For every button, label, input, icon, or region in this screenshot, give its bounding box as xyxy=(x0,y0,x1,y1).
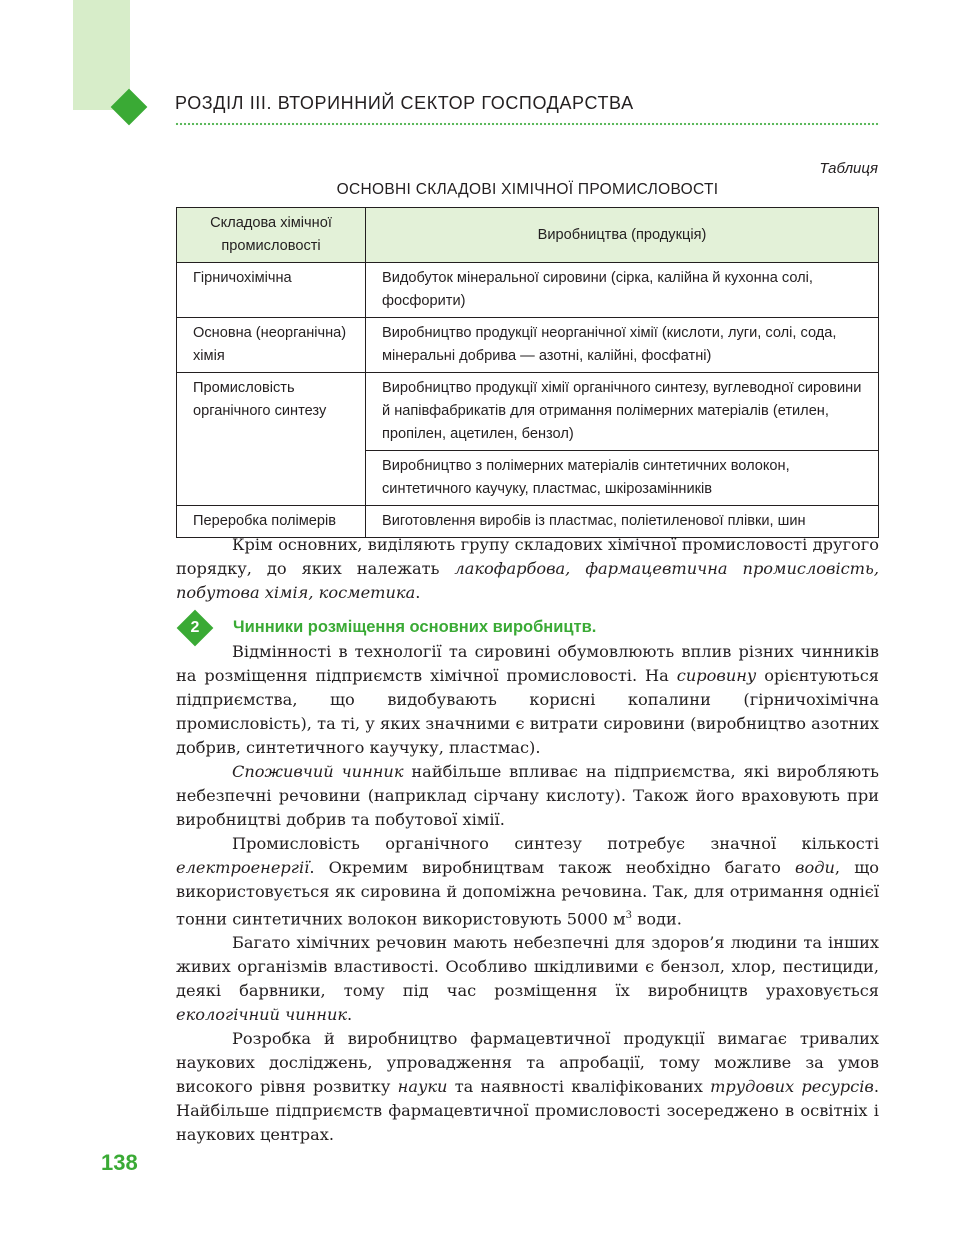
table-cell-production: Виробництво з полімерних матеріалів синтетичних волокон, синтетичного каучуку, пластмас, шкірозамінників xyxy=(366,451,879,506)
table-row xyxy=(177,318,879,373)
section-title: РОЗДІЛ ІІІ. ВТОРИННИЙ СЕКТОР ГОСПОДАРСТВА xyxy=(175,93,634,113)
section-number: 2 xyxy=(190,619,200,636)
table-header-component: Складова хімічної промисловості xyxy=(177,208,366,263)
chemical-industry-table xyxy=(176,207,879,538)
paragraph-intro: Крім основних, виділяють групу складових хімічної промисловості другого порядку, до яких належать лакофарбова, фармацевтична промисловість, побутова хімія, косметика. xyxy=(176,535,879,602)
table-cell-production: Виробництво продукції неорганічної хімії (кислоти, луги, солі, сода, мінеральні добрива — азотні, калійні, фосфатні) xyxy=(366,318,879,373)
table-title: ОСНОВНІ СКЛАДОВІ ХІМІЧНОЇ ПРОМИСЛОВОСТІ xyxy=(336,181,719,198)
table-cell-component: Основна (неорганічна) хімія xyxy=(177,318,366,373)
section-heading: Чинники розміщення основних виробництв. xyxy=(233,618,597,636)
table-row xyxy=(177,373,879,451)
header-tab xyxy=(73,0,130,110)
table-header-row xyxy=(177,208,879,263)
paragraph: Відмінності в технології та сировині обумовлюють вплив різних чинників на розміщення підприємств хімічної промисловості. На сировину орієнтуються підприємства, що видобувають корисні копалини (гірничохімічна промисловість), та ті, у яких значними є витрати сировини (виробництво азотних добрив, синтетичного каучуку, пластмас). xyxy=(176,642,880,757)
dotted-divider xyxy=(175,122,880,126)
table-header-production: Виробництва (продукція) xyxy=(366,208,879,263)
table-cell-component: Переробка полімерів xyxy=(177,506,366,538)
table-cell-production: Видобуток мінеральної сировини (сірка, калійна й кухонна солі, фосфорити) xyxy=(366,263,879,318)
table-row xyxy=(177,263,879,318)
paragraph: Розробка й виробництво фармацевтичної продукції вимагає тривалих наукових досліджень, упровадження та апробації, тому можливе за умов високого рівня розвитку науки та наявності кваліфікованих трудових ресурсів. Найбільше підприємств фармацевтичної промисловості зосереджено в освітніх і наукових центрах. xyxy=(176,1029,879,1145)
paragraph: Промисловість органічного синтезу потребує значної кількості електроенергії. Окремим виробництвам також необхідно багато води, що використовується як сировина й допоміжна речовина. Так, для отримання однієї тонни синтетичних волокон використовують 5000 $м^3$ води. xyxy=(176,834,879,929)
paragraph: Багато хімічних речовин мають небезпечні для здоров’я людини та інших живих організмів властивості. Особливо шкідливими є бензол, хлор, пестициди, деякі барвники, тому під час розміщення їх виробництв ураховується екологічний чинник. xyxy=(176,933,879,1025)
table-tag: Таблиця xyxy=(819,160,878,177)
main-text xyxy=(176,640,879,1147)
paragraph: Споживчий чинник найбільше впливає на підприємства, які виробляють небезпечні речовини (наприклад сірчану кислоту). Також його враховують при виробництві добрив та побутової хімії. xyxy=(176,762,879,829)
page-number: 138 xyxy=(101,1150,138,1175)
table-cell-production: Виробництво продукції хімії органічного синтезу, вуглеводної сировини й напівфабрикатів для отримання полімерних матеріалів (етилен, пропілен, ацетилен, бензол) xyxy=(366,373,879,451)
table-cell-component: Промисловість органічного синтезу xyxy=(177,373,366,506)
table-cell-production: Виготовлення виробів із пластмас, поліетиленової плівки, шин xyxy=(366,506,879,538)
table-cell-component: Гірничохімічна xyxy=(177,263,366,318)
